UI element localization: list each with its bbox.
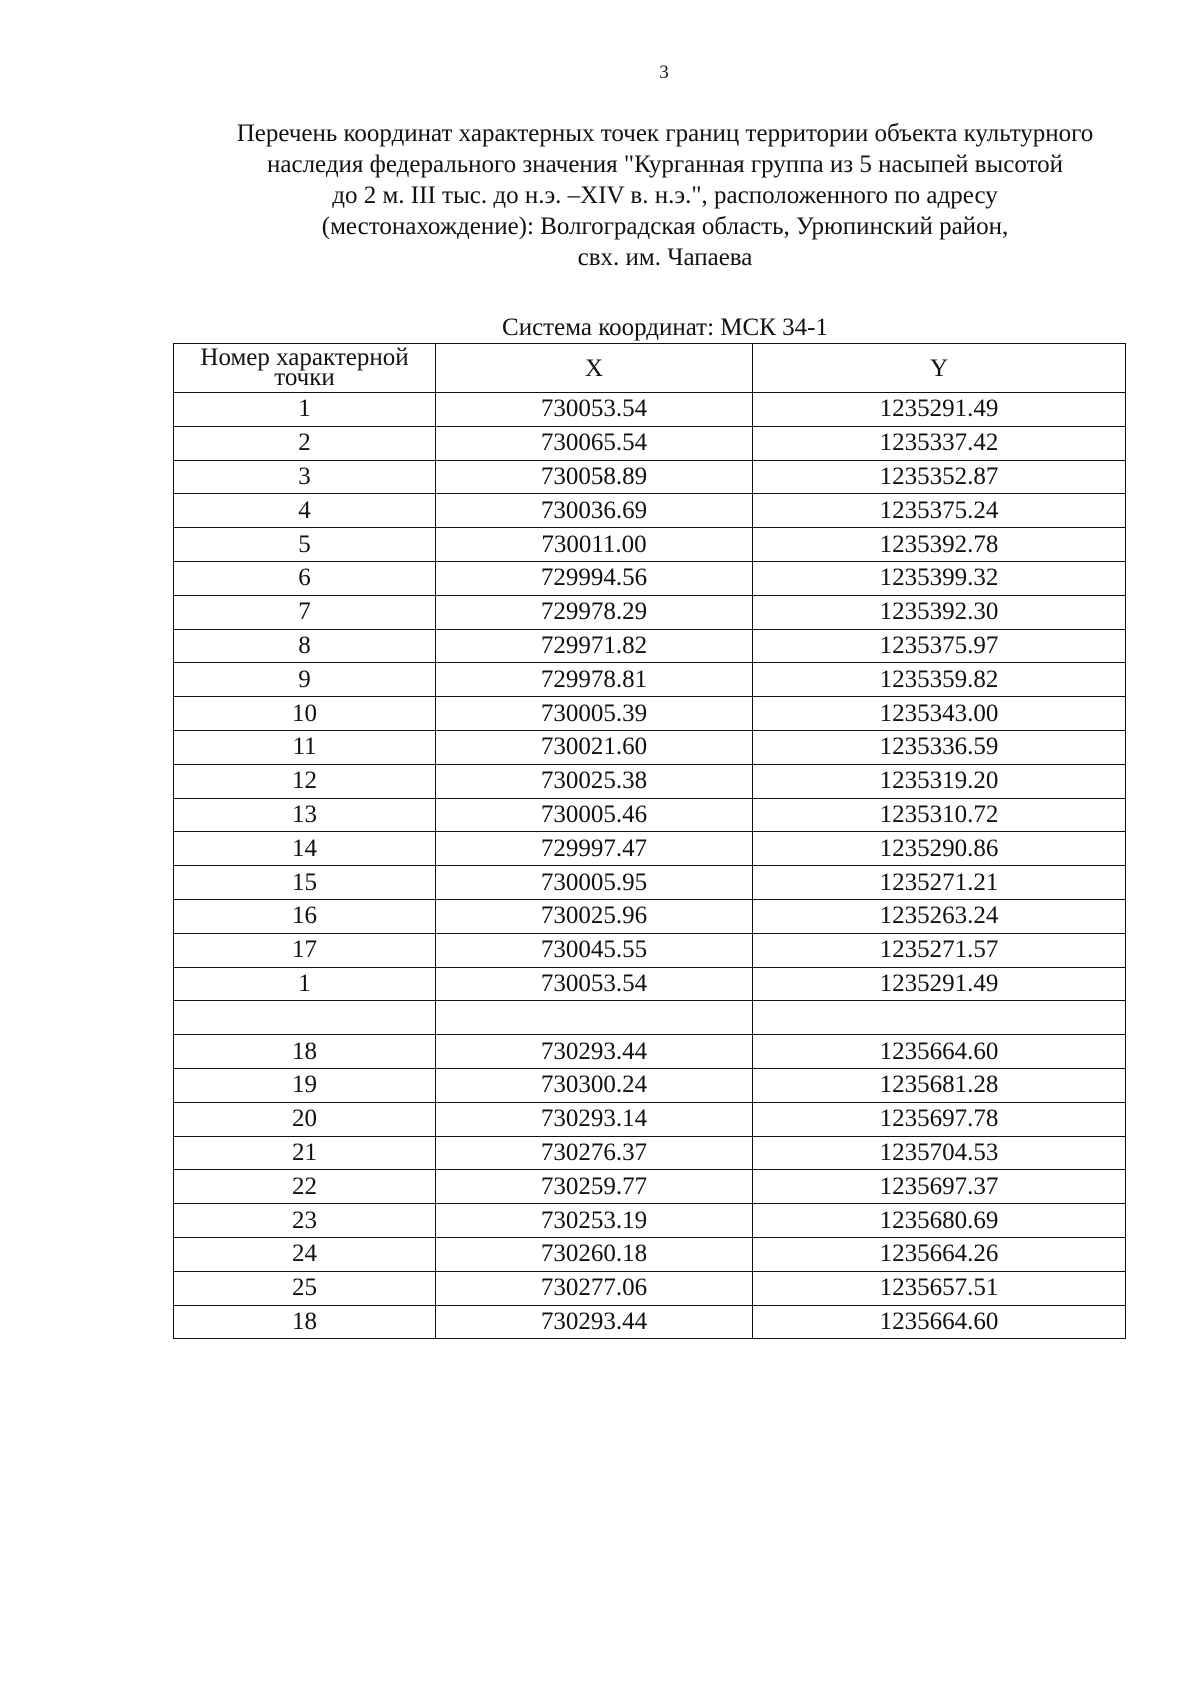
cell-x: 730259.77	[436, 1170, 753, 1204]
cell-point-number: 19	[174, 1068, 436, 1102]
cell-point-number: 16	[174, 899, 436, 933]
header-y: Y	[753, 344, 1126, 393]
cell-y: 1235657.51	[753, 1271, 1126, 1305]
cell-y: 1235336.59	[753, 730, 1126, 764]
cell-y: 1235290.86	[753, 832, 1126, 866]
cell-y: 1235392.78	[753, 528, 1126, 562]
cell-point-number: 8	[174, 629, 436, 663]
table-row	[174, 595, 1126, 629]
cell-y: 1235359.82	[753, 663, 1126, 697]
cell-x: 730253.19	[436, 1204, 753, 1238]
cell-point-number: 4	[174, 494, 436, 528]
cell-point-number: 20	[174, 1102, 436, 1136]
table-row	[174, 460, 1126, 494]
table-row	[174, 494, 1126, 528]
cell-x: 730053.54	[436, 967, 753, 1001]
cell-x: 730276.37	[436, 1136, 753, 1170]
cell-y: 1235310.72	[753, 798, 1126, 832]
table-row	[174, 663, 1126, 697]
page-number: 3	[659, 62, 669, 83]
cell-y: 1235399.32	[753, 561, 1126, 595]
cell-y: 1235337.42	[753, 426, 1126, 460]
title-line-4: (местонахождение): Волгоградская область, Урюпинский район,	[321, 213, 1009, 240]
table-row	[174, 832, 1126, 866]
title-line-3: до 2 м. III тыс. до н.э. –XIV в. н.э.", расположенного по адресу	[332, 182, 998, 209]
cell-point-number: 14	[174, 832, 436, 866]
cell-x: 730021.60	[436, 730, 753, 764]
table-row	[174, 1035, 1126, 1069]
cell-x: 730293.44	[436, 1305, 753, 1339]
cell-y: 1235352.87	[753, 460, 1126, 494]
cell-point-number: 5	[174, 528, 436, 562]
cell-x: 730293.14	[436, 1102, 753, 1136]
table-row	[174, 1001, 1126, 1035]
cell-y: 1235681.28	[753, 1068, 1126, 1102]
cell-y: 1235263.24	[753, 899, 1126, 933]
cell-x: 730260.18	[436, 1237, 753, 1271]
cell-y: 1235375.24	[753, 494, 1126, 528]
table-body	[174, 393, 1126, 1339]
title-line-2: наследия федерального значения "Курганная группа из 5 насыпей высотой	[267, 151, 1063, 178]
cell-x	[436, 1001, 753, 1035]
cell-point-number: 1	[174, 967, 436, 1001]
cell-y: 1235375.97	[753, 629, 1126, 663]
cell-point-number: 18	[174, 1305, 436, 1339]
cell-y: 1235664.26	[753, 1237, 1126, 1271]
table-row	[174, 764, 1126, 798]
table-row	[174, 393, 1126, 427]
cell-point-number: 22	[174, 1170, 436, 1204]
cell-point-number: 10	[174, 697, 436, 731]
cell-x: 730005.95	[436, 866, 753, 900]
cell-x: 729997.47	[436, 832, 753, 866]
table-header-row	[174, 344, 1126, 393]
cell-x: 730065.54	[436, 426, 753, 460]
table-row	[174, 798, 1126, 832]
cell-x: 730025.38	[436, 764, 753, 798]
cell-x: 729978.29	[436, 595, 753, 629]
table-row	[174, 1170, 1126, 1204]
cell-point-number: 25	[174, 1271, 436, 1305]
table-row	[174, 967, 1126, 1001]
cell-point-number: 1	[174, 393, 436, 427]
coordinate-system-caption: Система координат: МСК 34-1	[502, 314, 828, 341]
table-row	[174, 697, 1126, 731]
cell-y: 1235697.78	[753, 1102, 1126, 1136]
cell-x: 730011.00	[436, 528, 753, 562]
cell-x: 730277.06	[436, 1271, 753, 1305]
cell-x: 730058.89	[436, 460, 753, 494]
table-row	[174, 933, 1126, 967]
table-row	[174, 1102, 1126, 1136]
cell-x: 730005.46	[436, 798, 753, 832]
header-x: X	[436, 344, 753, 393]
table-row	[174, 1136, 1126, 1170]
cell-point-number: 17	[174, 933, 436, 967]
cell-point-number	[174, 1001, 436, 1035]
cell-point-number: 7	[174, 595, 436, 629]
cell-y: 1235697.37	[753, 1170, 1126, 1204]
coordinates-table	[173, 343, 1126, 1339]
table-row	[174, 528, 1126, 562]
cell-x: 729971.82	[436, 629, 753, 663]
table-row	[174, 1271, 1126, 1305]
cell-y: 1235319.20	[753, 764, 1126, 798]
cell-y: 1235680.69	[753, 1204, 1126, 1238]
cell-point-number: 2	[174, 426, 436, 460]
document-title	[170, 118, 1160, 273]
cell-y	[753, 1001, 1126, 1035]
table-row	[174, 1237, 1126, 1271]
cell-point-number: 18	[174, 1035, 436, 1069]
cell-x: 730005.39	[436, 697, 753, 731]
cell-point-number: 11	[174, 730, 436, 764]
cell-y: 1235664.60	[753, 1305, 1126, 1339]
cell-y: 1235271.21	[753, 866, 1126, 900]
cell-y: 1235291.49	[753, 967, 1126, 1001]
cell-x: 730053.54	[436, 393, 753, 427]
cell-x: 729978.81	[436, 663, 753, 697]
cell-point-number: 21	[174, 1136, 436, 1170]
cell-point-number: 13	[174, 798, 436, 832]
cell-x: 730036.69	[436, 494, 753, 528]
cell-x: 730045.55	[436, 933, 753, 967]
table-row	[174, 899, 1126, 933]
cell-point-number: 12	[174, 764, 436, 798]
title-line-5: свх. им. Чапаева	[577, 244, 753, 271]
cell-x: 729994.56	[436, 561, 753, 595]
table-row	[174, 426, 1126, 460]
title-line-1: Перечень координат характерных точек границ территории объекта культурного	[236, 120, 1094, 147]
table-row	[174, 561, 1126, 595]
cell-y: 1235392.30	[753, 595, 1126, 629]
table-row	[174, 866, 1126, 900]
cell-y: 1235704.53	[753, 1136, 1126, 1170]
cell-point-number: 9	[174, 663, 436, 697]
cell-x: 730300.24	[436, 1068, 753, 1102]
cell-x: 730025.96	[436, 899, 753, 933]
table-row	[174, 1068, 1126, 1102]
table-row	[174, 1204, 1126, 1238]
cell-point-number: 24	[174, 1237, 436, 1271]
cell-x: 730293.44	[436, 1035, 753, 1069]
cell-y: 1235343.00	[753, 697, 1126, 731]
cell-y: 1235664.60	[753, 1035, 1126, 1069]
header-point-number: Номер характерной точки	[174, 344, 436, 393]
table-row	[174, 730, 1126, 764]
cell-point-number: 6	[174, 561, 436, 595]
table-row	[174, 629, 1126, 663]
cell-y: 1235291.49	[753, 393, 1126, 427]
table-row	[174, 1305, 1126, 1339]
cell-y: 1235271.57	[753, 933, 1126, 967]
cell-point-number: 23	[174, 1204, 436, 1238]
cell-point-number: 15	[174, 866, 436, 900]
cell-point-number: 3	[174, 460, 436, 494]
